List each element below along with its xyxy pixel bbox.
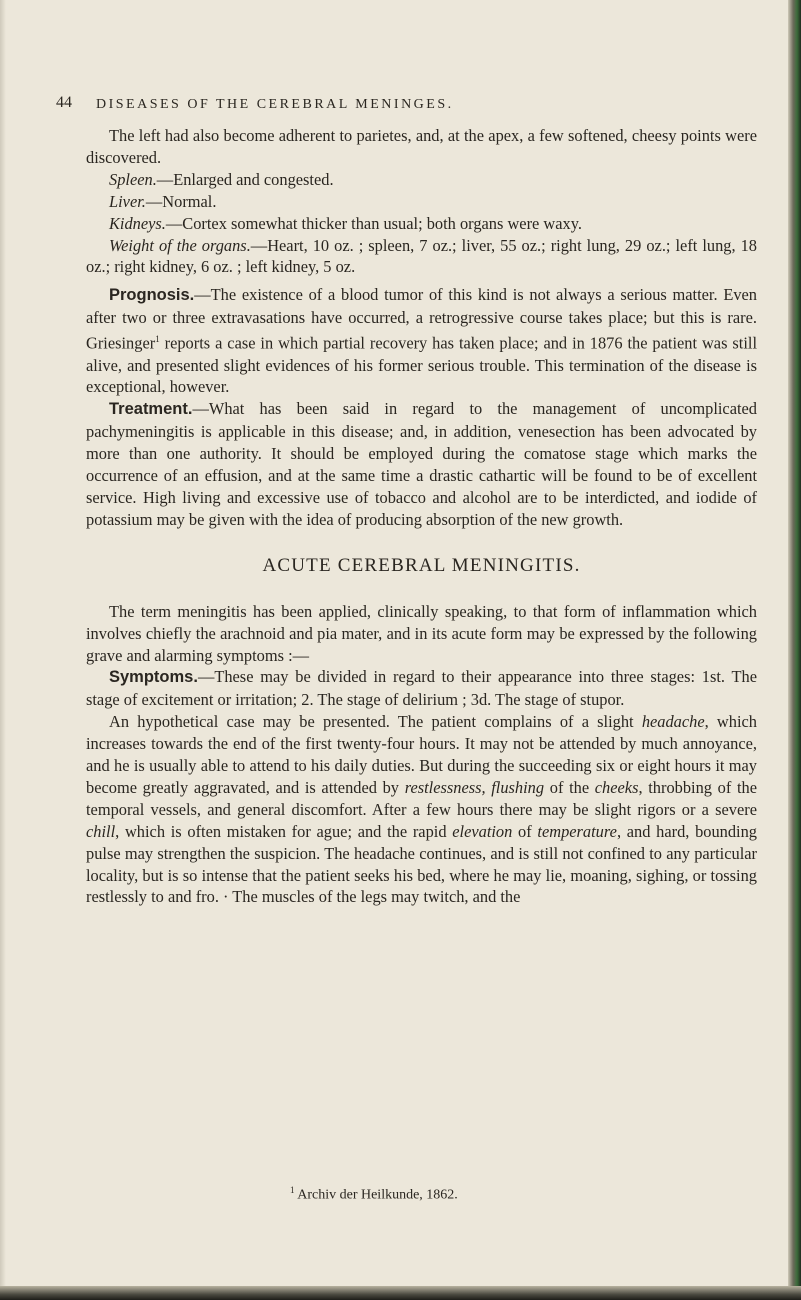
footnote [290,1185,690,1204]
spleen-label: Spleen. [109,169,157,189]
treatment-text: —What has been said in regard to the management of uncomplicated pachymeningitis is applicable in this disease; and, in addition, venesection has been advocated by more than one authority. It should be employed during the comatose stage which marks the occurrence of an effusion, and at the same time a drastic cathartic will be found to be of excellent service. High living and excessive use of tobacco and alcohol are to be interdicted, and iodide of potassium may be given with the idea of producing absorption of the new growth. [86,399,757,529]
liver-text: —Normal. [145,191,217,211]
case-text-7: , and hard, bounding pulse may strengthen the suspicion. The headache continues, and is still not confined to any particular locality, but is so intense that the patient seeks his bed, where he may lie, moaning, sighing, or tossing restlessly to and fro. · The muscles of the legs may twitch, and the [86,821,757,907]
prognosis-text-b: reports a case in which partial recovery has taken place; and in 1876 the patient was still alive, and presented slight evidences of his former serious trouble. This termination of the disease is exceptional, however. [86,333,757,397]
case-text-4: , throbbing of the temporal vessels, and general discomfort. After a few hours there may be slight rigors or a severe [86,777,757,819]
liver-label: Liver. [109,191,146,211]
kidneys-label: Kidneys. [109,213,166,233]
prognosis-label: Prognosis. [109,286,195,305]
liver-line [86,191,757,213]
case-text-5: , which is often mistaken for ague; and the rapid [115,821,453,841]
weight-line [86,235,757,279]
page-header [56,94,756,118]
spleen-line [86,169,757,191]
spleen-text: —Enlarged and congested. [156,169,334,189]
kidneys-text: —Cortex somewhat thicker than usual; both organs were waxy. [165,213,582,233]
body-text [86,125,757,908]
book-spine-edge [788,0,801,1300]
footnote-marker: 1 [290,1185,295,1195]
treatment-label: Treatment. [109,400,193,419]
term-headache: headache [641,712,705,732]
term-chill: chill [86,821,116,841]
case-text-6: of [512,821,538,841]
section-title: ACUTE CEREBRAL MENINGITIS. [262,554,581,576]
weight-text: —Heart, 10 oz. ; spleen, 7 oz.; liver, 55 oz.; right lung, 29 oz.; left lung, 18 oz.; right kidney, 6 oz. ; left kidney, 5 oz. [86,235,758,277]
case-text-1: An hypothetical case may be presented. The patient complains of a slight [109,712,642,732]
term-elevation: elevation [452,821,513,841]
page-number: 44 [56,94,72,111]
book-bottom-edge [0,1286,801,1300]
prognosis-text-a: —The existence of a blood tumor of this kind is not always a serious matter. Even after two or three extravasations have occurred, a retrogressive course takes place; but this is rare. Griesinger [86,285,757,353]
symptoms-paragraph [86,666,757,711]
footnote-reference: 1 [155,334,160,345]
intro-paragraph: The left had also become adherent to parietes, and, at the apex, a few softened, cheesy points were discovered. [86,126,757,167]
kidneys-line [86,213,757,235]
case-text-3: of the [544,777,595,797]
definition-paragraph: The term meningitis has been applied, clinically speaking, to that form of inflammation which involves chiefly the arachnoid and pia mater, and in its acute form may be expressed by the following grave and alarming symptoms :— [86,601,757,665]
prognosis-paragraph [86,284,757,398]
running-head: DISEASES OF THE CEREBRAL MENINGES. [96,97,454,112]
treatment-paragraph [86,398,757,530]
symptoms-label: Symptoms. [109,668,198,687]
term-restlessness: restlessness, flushing [404,777,545,797]
term-cheeks: cheeks [594,777,639,797]
case-paragraph [86,711,757,908]
page-shadow-left [0,0,6,1300]
term-temperature: temperature [537,821,617,841]
case-text-2: , which increases towards the end of the first twenty-four hours. It may not be attended by much annoyance, and he is usually able to attend to his daily duties. But during the succeeding six or eight hours it may become greatly aggravated, and is attended by [86,712,757,797]
footnote-text: Archiv der Heilkunde, 1862. [294,1187,458,1203]
weight-label: Weight of the organs. [109,235,251,255]
symptoms-text: —These may be divided in regard to their appearance into three stages: 1st. The stage of excitement or irritation; 2. The stage of delirium ; 3d. The stage of stupor. [86,667,757,710]
